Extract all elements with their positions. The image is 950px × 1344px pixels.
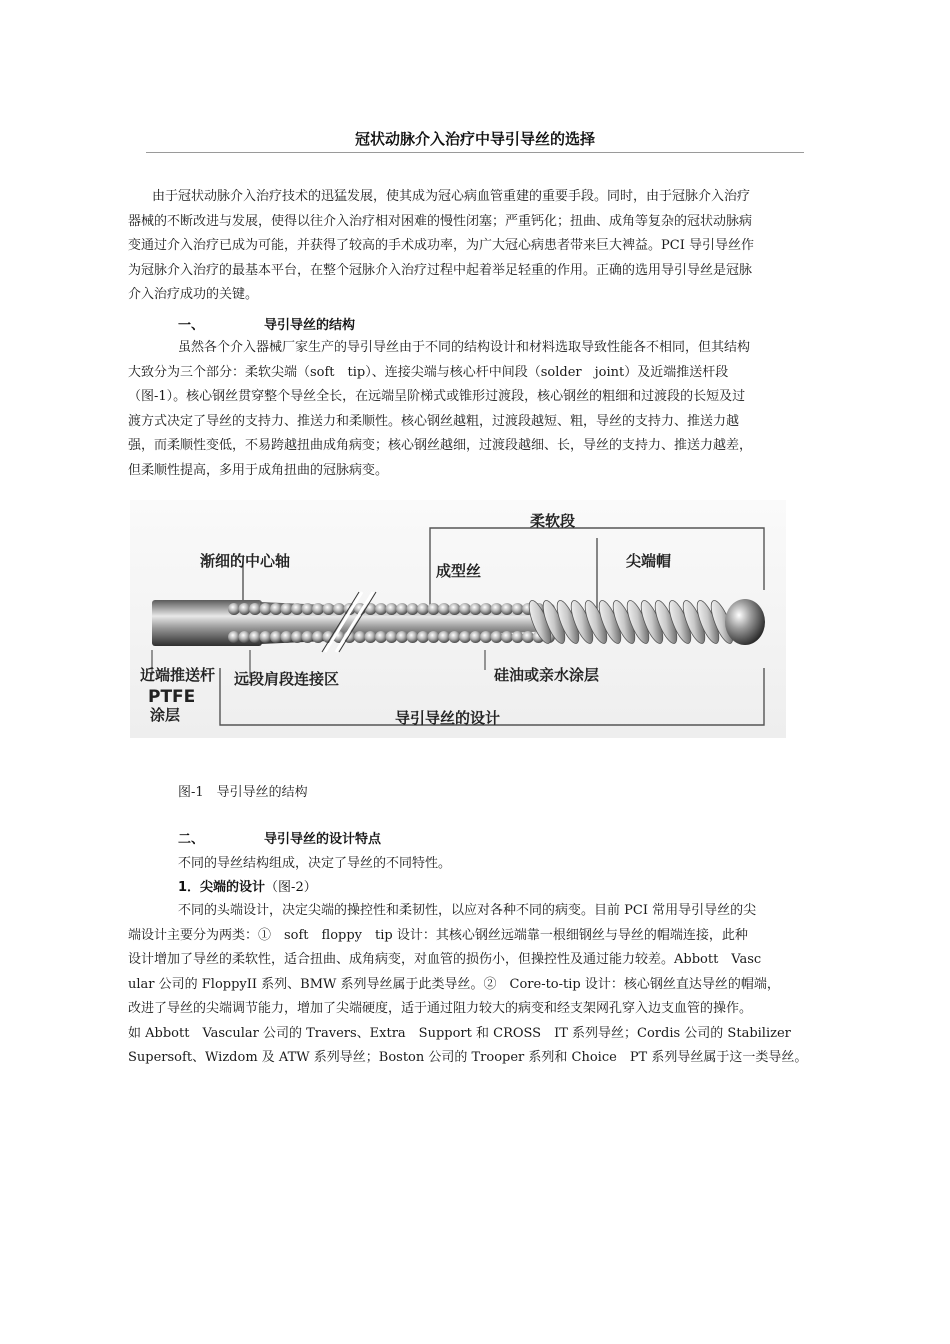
section2-number: 二、 <box>178 832 205 847</box>
section2-line: 设计增加了导丝的柔软性，适合扭曲、成角病变，对血管的损伤小，但操控性及通过能力较差。Abbott Vasc <box>128 952 762 967</box>
coil-bead <box>438 603 450 615</box>
coil-bead <box>365 631 377 643</box>
coil-bead <box>239 631 251 643</box>
label-tip-cap: 尖端帽 <box>626 552 672 570</box>
coil-bead <box>270 603 282 615</box>
coil-bead <box>512 631 524 643</box>
section2-intro: 不同的导丝结构组成，决定了导丝的不同特性。 <box>178 856 452 871</box>
page-title: 冠状动脉介入治疗中导引导丝的选择 <box>354 130 595 148</box>
coil-bead <box>470 631 482 643</box>
coil-bead <box>228 603 240 615</box>
section2-heading <box>178 828 381 847</box>
intro-line: 介入治疗成功的关键。 <box>128 287 259 302</box>
coil-bead <box>428 603 440 615</box>
intro-line: 变通过介入治疗已成为可能，并获得了较高的手术成功率，为广大冠心病患者带来巨大裨益。PCI 导引导丝作 <box>128 238 754 253</box>
coil-bead <box>428 631 440 643</box>
section2-line: Supersoft、Wizdom 及 ATW 系列导丝；Boston 公司的 Trooper 系列和 Choice PT 系列导丝属于这一类导丝。 <box>128 1050 808 1065</box>
coil-bead <box>449 631 461 643</box>
label-distal-joint: 远段肩段连接区 <box>234 670 340 688</box>
coil-bead <box>249 603 261 615</box>
section1-heading <box>178 314 355 333</box>
coil-bead <box>396 603 408 615</box>
coil-bead <box>375 631 387 643</box>
coil-bead <box>396 631 408 643</box>
title-divider <box>146 152 804 153</box>
intro-line: 器械的不断改进与发展，使得以往介入治疗相对困难的慢性闭塞；严重钙化；扭曲、成角等复杂的冠状动脉病 <box>128 213 753 229</box>
coil-bead <box>491 603 503 615</box>
coil-bead <box>407 631 419 643</box>
section1-title: 导引导丝的结构 <box>264 318 356 333</box>
section2-line: 端设计主要分为两类：① soft floppy tip 设计：其核心钢丝远端靠一根细钢丝与导丝的帽端连接，此种 <box>128 927 748 943</box>
section1-line: 但柔顺性提高，多用于成角扭曲的冠脉病变。 <box>128 462 389 478</box>
coil-bead <box>501 631 513 643</box>
coil-bead <box>291 631 303 643</box>
coil-bead <box>417 631 429 643</box>
section1-line: 强，而柔顺性变低，不易跨越扭曲成角病变；核心钢丝越细，过渡段越细、长，导丝的支持力、推送力越差， <box>128 438 753 453</box>
coil-bead <box>449 603 461 615</box>
coil-bead <box>407 603 419 615</box>
label-coating: 硅油或亲水涂层 <box>494 666 600 684</box>
section1-number: 一、 <box>178 318 205 333</box>
intro-line: 为冠脉介入治疗的最基本平台，在整个冠脉介入治疗过程中起着举足轻重的作用。正确的选用导引导丝是冠脉 <box>128 262 753 278</box>
coil-bead <box>260 631 272 643</box>
coil-bead <box>491 631 503 643</box>
coil-bead <box>323 603 335 615</box>
coil-bead <box>480 631 492 643</box>
coil-bead <box>302 631 314 643</box>
subsection-title: 1．尖端的设计 <box>178 880 266 895</box>
tip-cap-shape <box>725 599 765 645</box>
coil-bead <box>386 603 398 615</box>
coil-bead <box>312 603 324 615</box>
coil-bead <box>375 603 387 615</box>
coil-bead <box>302 603 314 615</box>
coil-bead <box>228 631 240 643</box>
coil-bead <box>281 631 293 643</box>
coil-bead <box>417 603 429 615</box>
coil-bead <box>333 603 345 615</box>
coil-bead <box>249 631 261 643</box>
section2-title: 导引导丝的设计特点 <box>264 832 382 847</box>
coil-bead <box>239 603 251 615</box>
label-ptfe-coat: 涂层 <box>150 706 181 724</box>
coil-bead <box>438 631 450 643</box>
coil-bead <box>459 631 471 643</box>
section2-line: 不同的头端设计，决定尖端的操控性和柔韧性，以应对各种不同的病变。目前 PCI 常用导引导丝的尖 <box>178 903 757 918</box>
coil-bead <box>522 631 534 643</box>
figure-caption: 图-1 导引导丝的结构 <box>178 785 308 800</box>
label-design: 导引导丝的设计 <box>395 709 501 727</box>
section2-line: 如 Abbott Vascular 公司的 Travers、Extra Support 和 CROSS IT 系列导丝；Cordis 公司的 Stabilizer <box>128 1025 791 1041</box>
section2-line: 改进了导丝的尖端调节能力，增加了尖端硬度，适于通过阻力较大的病变和经支架网孔穿入边支血管的操作。 <box>128 1001 753 1016</box>
section2-line: ular 公司的 FloppyII 系列、BMW 系列导丝属于此类导丝。② Core-to-tip 设计：核心钢丝直达导丝的帽端， <box>128 976 780 992</box>
subsection-tip-design <box>178 876 317 895</box>
coil-bead <box>270 631 282 643</box>
coil-bead <box>312 631 324 643</box>
coil-bead <box>459 603 471 615</box>
label-tapered-core: 渐细的中心轴 <box>200 552 291 570</box>
coil-bead <box>386 631 398 643</box>
coil-bead <box>480 603 492 615</box>
intro-paragraph <box>128 185 822 308</box>
label-shaping-wire: 成型丝 <box>436 562 482 580</box>
label-soft-segment: 柔软段 <box>530 512 576 530</box>
coil-bead <box>354 631 366 643</box>
section1-paragraph <box>128 336 822 483</box>
section2-paragraph <box>128 899 822 1071</box>
coil-bead <box>501 603 513 615</box>
section1-line: 渡方式决定了导丝的支持力、推送力和柔顺性。核心钢丝越粗，过渡段越短、粗，导丝的支持力、推送力越 <box>128 413 740 429</box>
section1-line: 大致分为三个部分：柔软尖端（soft tip）、连接尖端与核心杆中间段（solder joint）及近端推送杆段 <box>128 364 729 380</box>
subsection-note: （图-2） <box>265 880 317 895</box>
coil-bead <box>281 603 293 615</box>
coil-bead <box>260 603 272 615</box>
section1-line: （图-1）。核心钢丝贯穿整个导丝全长，在远端呈阶梯式或锥形过渡段，核心钢丝的粗细和过渡段的长短及过 <box>128 389 746 404</box>
intro-line: 由于冠状动脉介入治疗技术的迅猛发展，使其成为冠心病血管重建的重要手段。同时，由于冠脉介入治疗 <box>152 189 751 204</box>
label-ptfe: PTFE <box>148 687 196 707</box>
coil-bead <box>470 603 482 615</box>
coil-bead <box>291 603 303 615</box>
coil-bead <box>512 603 524 615</box>
label-proximal-push: 近端推送杆 <box>140 666 216 684</box>
guidewire-figure <box>130 500 786 738</box>
section1-line: 虽然各个介入器械厂家生产的导引导丝由于不同的结构设计和材料选取导致性能各不相同，但其结构 <box>178 340 751 355</box>
